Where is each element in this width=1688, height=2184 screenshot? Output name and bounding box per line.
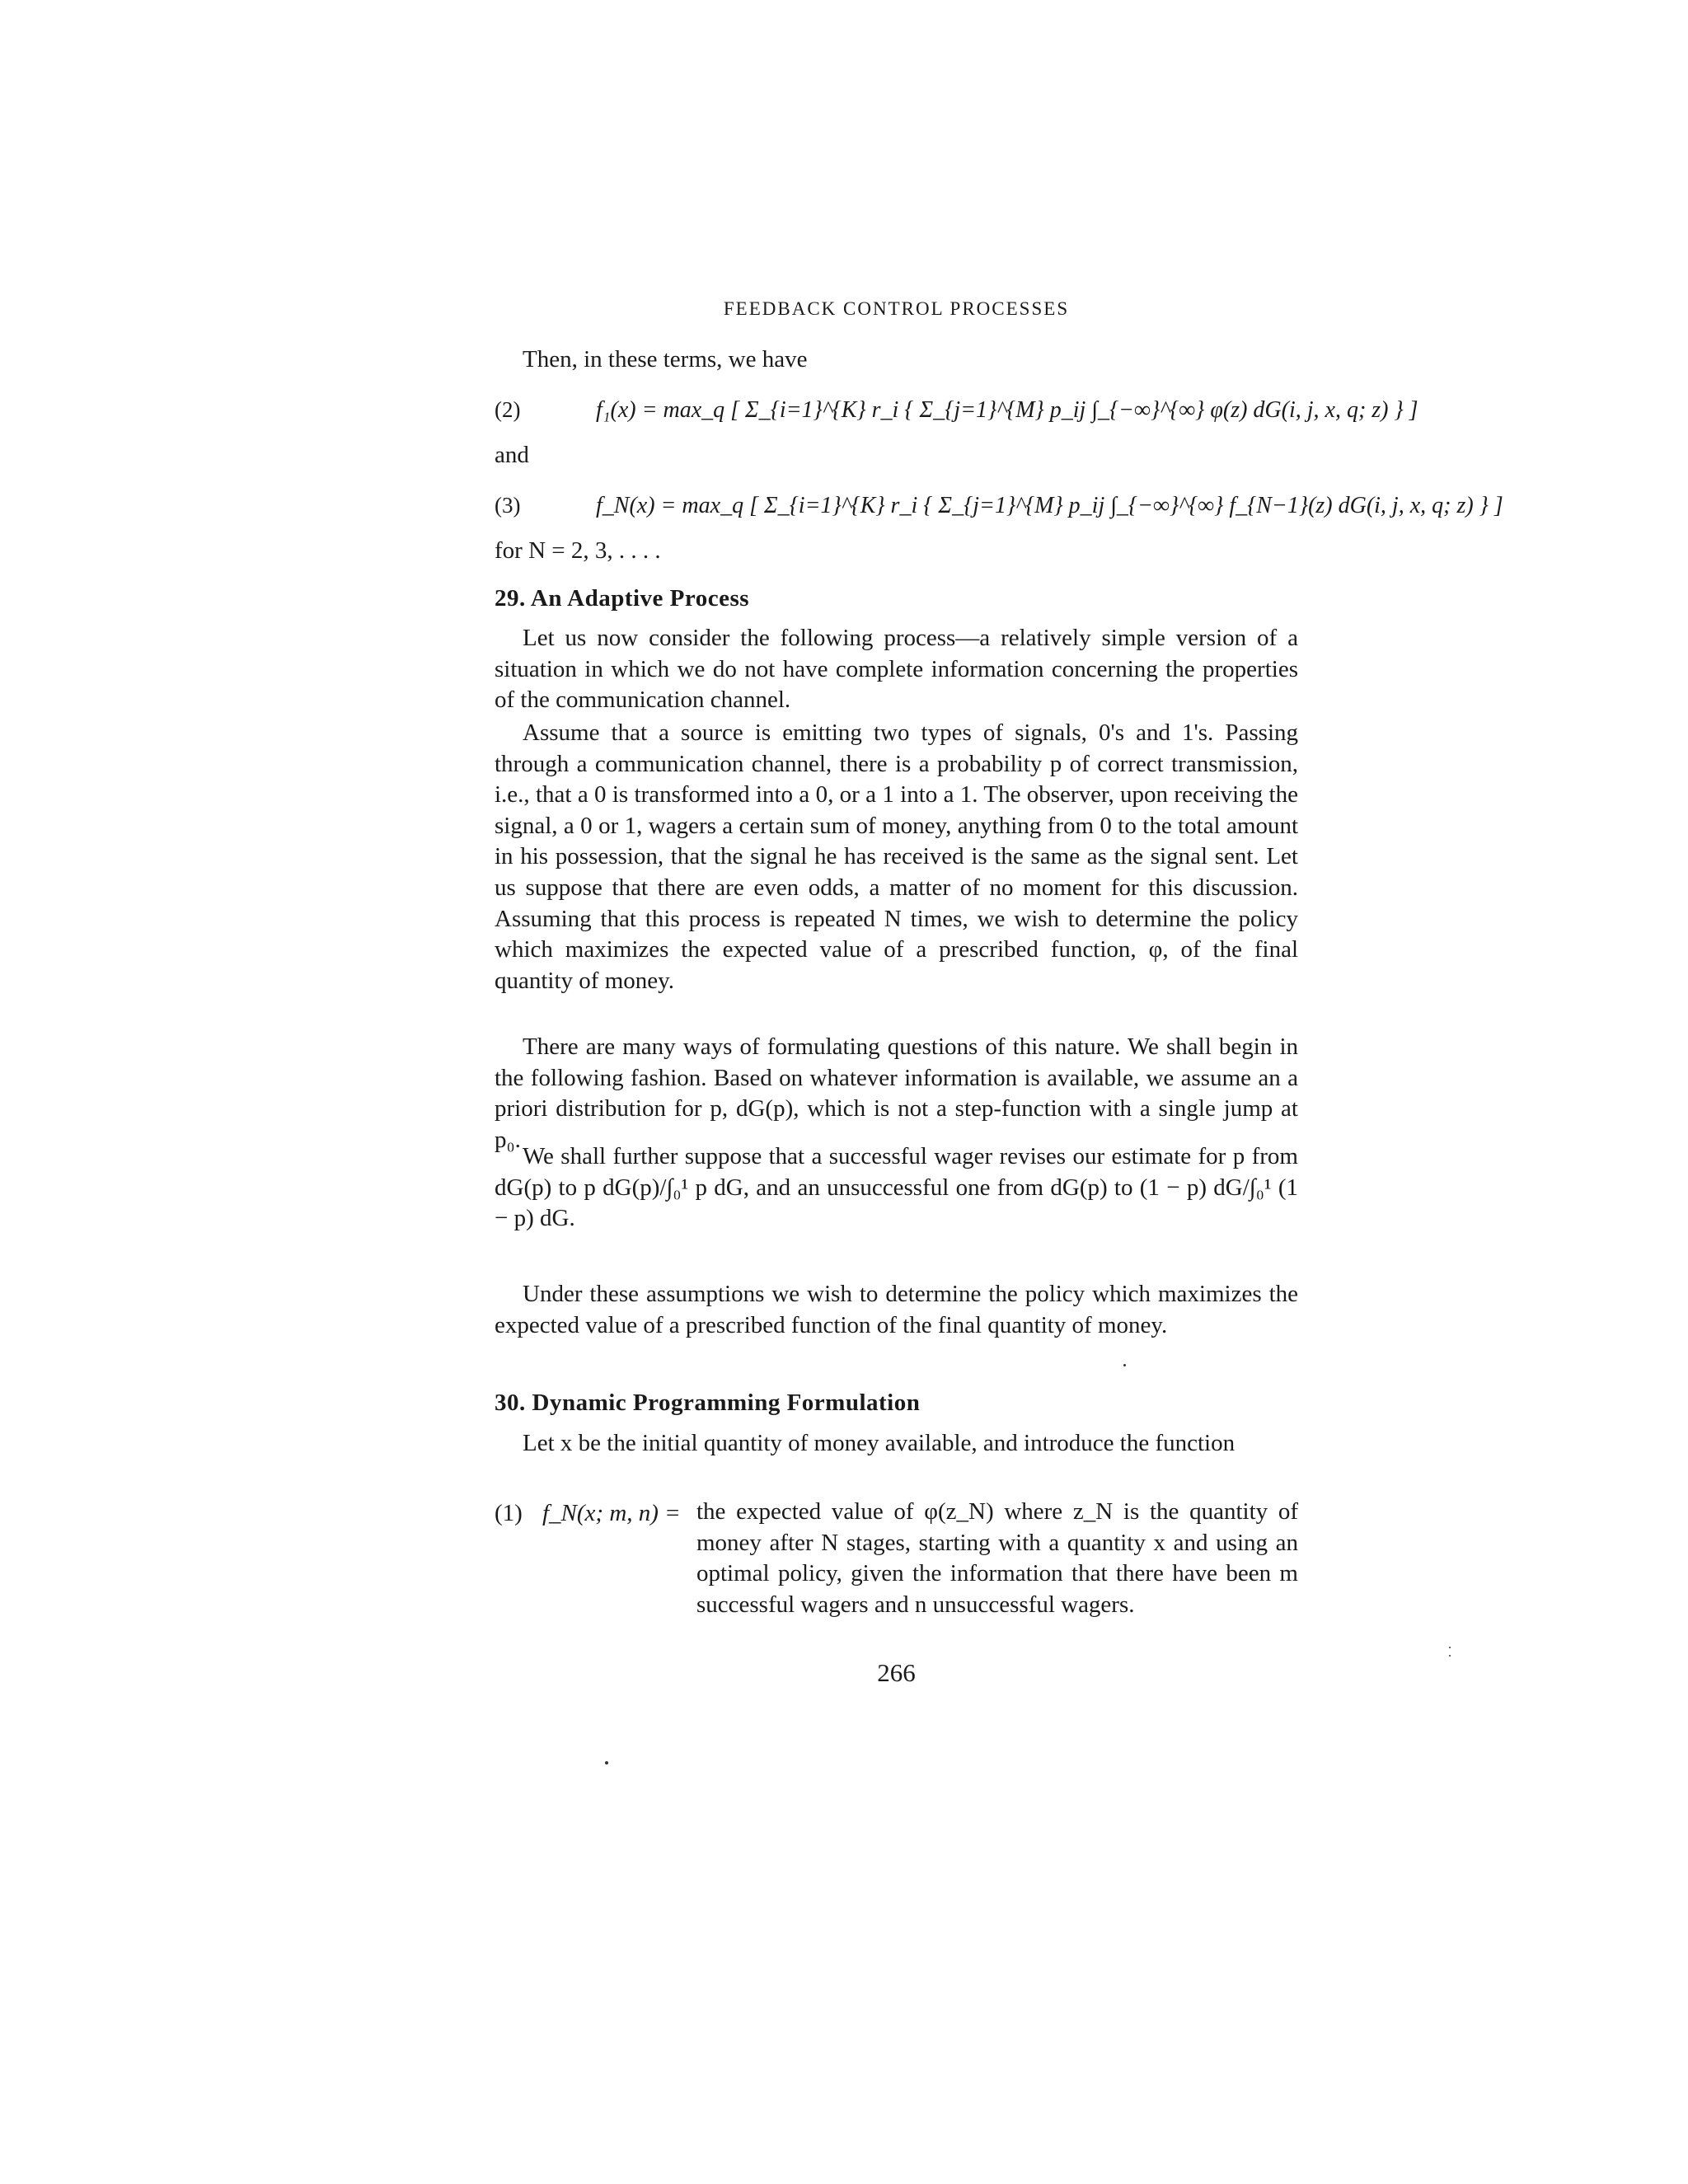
scan-speck bbox=[1123, 1364, 1126, 1366]
section-29-heading: 29. An Adaptive Process bbox=[495, 585, 750, 612]
equation-formula: f₁(x) = max_q [ Σ_{i=1}^{K} r_i { Σ_{j=1}^{M} p_ij ∫_{−∞}^{∞} φ(z) dG(i, j, x, q; z) } ] bbox=[596, 397, 1418, 423]
and-word: and bbox=[495, 442, 529, 468]
paragraph: There are many ways of formulating questions of this nature. We shall begin in the following fashion. Based on whatever information is available, we assume an a priori distribution for p, dG(p), which is not a step-function with a single jump at p₀. bbox=[495, 1033, 1298, 1153]
scan-speck bbox=[605, 1761, 608, 1765]
intro-text: Then, in these terms, we have bbox=[523, 346, 808, 373]
scan-speck bbox=[1449, 1647, 1451, 1648]
paragraph: Let us now consider the following process—a relatively simple version of a situation in which we do not have complete information concerning the properties of the communication channel. bbox=[495, 625, 1298, 714]
definition-lhs: f_N(x; m, n) = bbox=[542, 1500, 681, 1526]
page-number: 266 bbox=[877, 1658, 916, 1687]
section-30-heading: 30. Dynamic Programming Formulation bbox=[495, 1390, 921, 1416]
equation-formula: f_N(x) = max_q [ Σ_{i=1}^{K} r_i { Σ_{j=1}^{M} p_ij ∫_{−∞}^{∞} f_{N−1}(z) dG(i, j, x, q; z) } ] bbox=[596, 493, 1503, 518]
paragraph: Let x be the initial quantity of money available, and introduce the function bbox=[523, 1430, 1236, 1456]
paragraph: Under these assumptions we wish to determine the policy which maximizes the expected value of a prescribed function of the final quantity of money. bbox=[495, 1281, 1298, 1338]
paragraph: Assume that a source is emitting two types of signals, 0's and 1's. Passing through a communication channel, there is a probability p of correct transmission, i.e., that a 0 is transformed into a 0, or a 1 into a 1. The observer, upon receiving the signal, a 0 or 1, wagers a certain sum of money, anything from 0 to the total amount in his possession, that the signal he has received is the same as the signal sent. Let us suppose that there are even odds, a matter of no moment for this discussion. Assuming that this process is repeated N times, we wish to determine the policy which maximizes the expected value of a prescribed function, φ, of the final quantity of money. bbox=[495, 719, 1298, 994]
equation-number: (3) bbox=[495, 493, 521, 518]
equation-3 bbox=[495, 476, 1503, 542]
equation-number: (2) bbox=[495, 397, 521, 422]
paragraph: We shall further suppose that a successful wager revises our estimate for p from dG(p) to p dG(p)/∫₀¹ p dG, and an unsuccessful one from dG(p) to (1 − p) dG/∫₀¹ (1 − p) dG. bbox=[495, 1143, 1298, 1232]
definition-number: (1) bbox=[495, 1500, 523, 1526]
running-header: FEEDBACK CONTROL PROCESSES bbox=[723, 298, 1070, 319]
for-n-text: for N = 2, 3, . . . . bbox=[495, 537, 661, 564]
equation-2 bbox=[495, 381, 1418, 447]
definition-rhs: the expected value of φ(z_N) where z_N is the quantity of money after N stages, starting with a quantity x and using an optimal policy, given the information that there have been m successful wagers and n unsuccessful wagers. bbox=[696, 1498, 1298, 1618]
scan-speck bbox=[1449, 1655, 1451, 1657]
